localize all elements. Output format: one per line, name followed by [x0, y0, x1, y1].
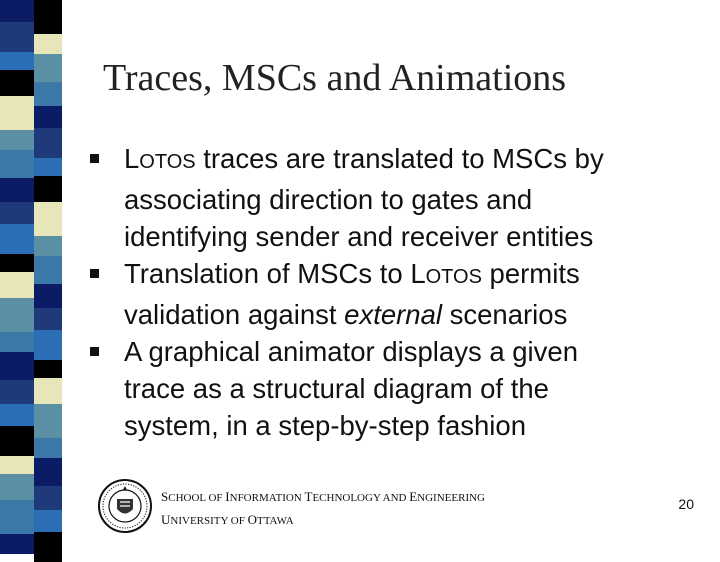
- stripe-block: [34, 438, 62, 458]
- text-run: A graphical animator displays a given: [124, 336, 579, 367]
- stripe-block: [0, 474, 34, 500]
- stripe-block: [34, 404, 62, 438]
- text-run: validation against: [124, 299, 345, 330]
- text-run: CHOOL OF: [168, 492, 226, 504]
- stripe-block: [34, 176, 62, 202]
- bullet-line: [124, 370, 700, 407]
- text-run: TTAWA: [257, 515, 294, 527]
- bullet-line: [124, 296, 700, 333]
- stripe-block: [34, 360, 62, 378]
- stripe-block: [34, 82, 62, 106]
- stripe-column-left: [0, 0, 34, 540]
- footer-institution: [161, 486, 485, 532]
- stripe-block: [0, 254, 34, 272]
- slide-title: Traces, MSCs and Animations: [103, 57, 567, 99]
- stripe-block: [34, 158, 62, 176]
- text-run: NIVERSITY OF: [170, 515, 248, 527]
- stripe-column-right: [34, 0, 62, 540]
- stripe-block: [0, 332, 34, 352]
- bullet-list: [90, 140, 700, 444]
- stripe-block: [0, 52, 34, 70]
- stripe-block: [0, 22, 34, 52]
- page-number: 20: [678, 496, 694, 512]
- stripe-block: [34, 486, 62, 510]
- footer-school-name: [161, 486, 485, 509]
- text-run: ECHNOLOGY AND: [312, 492, 410, 504]
- stripe-block: [34, 256, 62, 284]
- text-run: L: [124, 143, 140, 174]
- stripe-block: [0, 298, 34, 332]
- text-run: L: [410, 258, 426, 289]
- text-run: system, in a step-by-step fashion: [124, 410, 526, 441]
- stripe-block: [0, 426, 34, 456]
- text-run: I: [225, 489, 230, 504]
- stripe-block: [0, 352, 34, 380]
- bullet-line: [124, 140, 700, 181]
- bullet-item: [90, 333, 700, 444]
- stripe-block: [34, 236, 62, 256]
- stripe-block: [34, 378, 62, 404]
- stripe-block: [34, 0, 62, 34]
- stripe-block: [0, 224, 34, 254]
- stripe-block: [34, 128, 62, 158]
- stripe-block: [34, 330, 62, 360]
- bullet-item: [90, 140, 700, 255]
- footer-university-name: [161, 509, 485, 532]
- stripe-block: [34, 308, 62, 330]
- decorative-stripe: [0, 0, 62, 540]
- bullet-square-icon: [90, 347, 99, 356]
- stripe-block: [34, 532, 62, 562]
- bullet-square-icon: [90, 154, 99, 163]
- stripe-block: [0, 272, 34, 298]
- text-run: Translation of MSCs to: [124, 258, 411, 289]
- stripe-block: [34, 54, 62, 82]
- text-run: S: [161, 489, 169, 504]
- bullet-item: [90, 255, 700, 333]
- stripe-block: [0, 0, 34, 22]
- stripe-block: [34, 106, 62, 128]
- stripe-block: [0, 534, 34, 554]
- text-run: NGINEERING: [417, 492, 485, 504]
- text-run: scenarios: [442, 299, 568, 330]
- text-run: traces are translated to MSCs by: [195, 143, 604, 174]
- stripe-block: [34, 510, 62, 532]
- text-run: associating direction to gates and: [124, 184, 533, 215]
- stripe-block: [0, 150, 34, 178]
- stripe-block: [0, 380, 34, 404]
- stripe-block: [34, 284, 62, 308]
- stripe-block: [34, 458, 62, 486]
- bullet-line: [124, 218, 700, 255]
- stripe-block: [0, 202, 34, 224]
- text-run: OTOS: [425, 266, 482, 288]
- bullet-line: [124, 181, 700, 218]
- text-run: external: [344, 299, 442, 330]
- stripe-block: [0, 404, 34, 426]
- stripe-block: [0, 70, 34, 96]
- stripe-block: [0, 500, 34, 534]
- stripe-block: [0, 130, 34, 150]
- university-seal-icon: [97, 478, 153, 534]
- stripe-block: [0, 96, 34, 130]
- stripe-block: [0, 178, 34, 202]
- text-run: U: [161, 512, 171, 527]
- stripe-block: [34, 34, 62, 54]
- text-run: O: [247, 512, 257, 527]
- bullet-line: [124, 333, 700, 370]
- bullet-square-icon: [90, 269, 99, 278]
- text-run: permits: [481, 258, 580, 289]
- text-run: NFORMATION: [229, 492, 305, 504]
- stripe-block: [0, 456, 34, 474]
- text-run: trace as a structural diagram of the: [124, 373, 549, 404]
- text-run: identifying sender and receiver entities: [124, 221, 594, 252]
- bullet-line: [124, 407, 700, 444]
- text-run: T: [304, 489, 313, 504]
- stripe-block: [34, 202, 62, 236]
- text-run: OTOS: [139, 151, 196, 173]
- text-run: E: [409, 489, 418, 504]
- bullet-line: [124, 255, 700, 296]
